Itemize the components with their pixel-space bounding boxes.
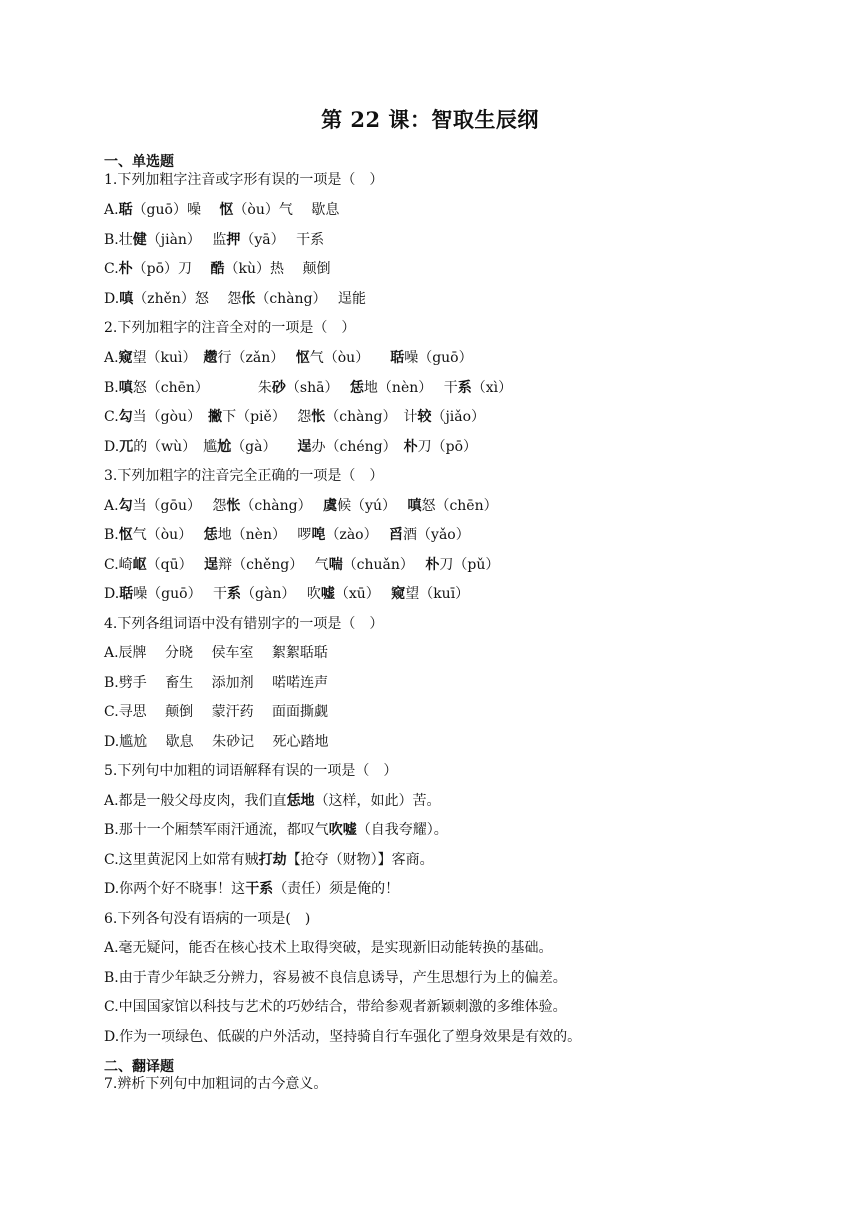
text-segment: A. (104, 498, 119, 514)
text-segment: 辩（chěng） 气 (218, 557, 329, 573)
answer-option (104, 643, 824, 663)
text-segment: D. (104, 586, 120, 602)
bold-term: 尬 (217, 439, 232, 455)
bold-term: 聒 (119, 586, 134, 602)
answer-option (104, 407, 824, 427)
answer-option (104, 879, 824, 899)
answer-option (104, 259, 824, 279)
text-segment: （这样，如此）苦。 (314, 793, 441, 809)
text-segment: B.劈手 畜生 添加剂 喏喏连声 (104, 675, 329, 691)
text-segment: 5.下列句中加粗的词语解释有误的一项是（ ） (104, 763, 398, 779)
text-segment: 怒（chēn） (421, 498, 498, 514)
answer-option (104, 997, 824, 1017)
text-segment: 刀（pǔ） (439, 557, 500, 573)
bold-term: 聒 (390, 350, 405, 366)
text-segment: （xū） (334, 586, 392, 602)
answer-option (104, 378, 824, 398)
text-segment: C.中国国家馆以科技与艺术的巧妙结合，带给参观者新颖刺激的多维体验。 (104, 999, 567, 1015)
text-segment: 气（òu） (132, 527, 204, 543)
text-segment: D. (104, 291, 120, 307)
text-segment: （gà） (231, 439, 298, 455)
bold-term: 嗔 (119, 291, 134, 307)
bold-term: 吹嘘 (328, 822, 357, 838)
bold-term: 舀 (389, 527, 404, 543)
bold-term: 嘘 (320, 586, 335, 602)
text-segment: （chàng） 逞能 (255, 291, 366, 307)
text-segment: 酒（yǎo） (403, 527, 470, 543)
text-segment: 噪（guō） (404, 350, 473, 366)
text-segment: （zhěn）怒 怨 (133, 291, 242, 307)
answer-option (104, 200, 824, 220)
text-segment: A.都是一般父母皮肉，我们直 (104, 793, 287, 809)
answer-option (104, 938, 824, 958)
bold-term: 朴 (118, 261, 133, 277)
text-segment: 候（yú） (337, 498, 408, 514)
text-segment: （chuǎn） (342, 557, 426, 573)
bold-term: 系 (457, 380, 472, 396)
bold-term: 恁 (349, 380, 364, 396)
answer-option (104, 820, 824, 840)
bold-term: 酷 (210, 261, 225, 277)
answer-option (104, 525, 824, 545)
section-heading (104, 152, 824, 172)
text-segment: （shā） (285, 380, 350, 396)
question-stem (104, 761, 824, 781)
text-segment: （pō）刀 (132, 261, 211, 277)
text-segment: 望（kuì） (132, 350, 204, 366)
bold-term: 朴 (425, 557, 440, 573)
question-stem (104, 170, 824, 190)
text-segment: A.毫无疑问，能否在核心技术上取得突破，是实现新旧动能转换的基础。 (104, 940, 553, 956)
text-segment: （yā） 干系 (240, 232, 325, 248)
text-segment: （责任）须是俺的！ (273, 881, 400, 897)
bold-term: 怅 (311, 409, 326, 425)
bold-term: 趱 (203, 350, 218, 366)
text-segment: 地（nèn） 啰 (217, 527, 312, 543)
text-segment: （chàng） (240, 498, 324, 514)
text-segment: C.寻思 颠倒 蒙汗药 面面撕觑 (104, 704, 329, 720)
bold-term: 逞 (204, 557, 219, 573)
text-segment: D.你两个好不晓事！这 (104, 881, 246, 897)
text-segment: 1.下列加粗字注音或字形有误的一项是（ ） (104, 172, 384, 188)
bold-term: 砂 (271, 380, 286, 396)
text-segment: 【抢夺（财物）】客商。 (286, 852, 434, 868)
text-segment: C.这里黄泥冈上如常有贼 (104, 852, 259, 868)
bold-term: 勾 (118, 409, 133, 425)
bold-term: 窥 (391, 586, 406, 602)
bold-term: 勾 (118, 498, 133, 514)
text-segment: D.作为一项绿色、低碳的户外活动，坚持骑自行车强化了塑身效果是有效的。 (104, 1029, 582, 1045)
bold-term: 怅 (226, 498, 241, 514)
text-segment: B.由于青少年缺乏分辨力，容易被不良信息诱导，产生思想行为上的偏差。 (104, 970, 567, 986)
bold-term: 逞 (297, 439, 312, 455)
text-segment: （jiǎo） (431, 409, 486, 425)
answer-option (104, 437, 824, 457)
text-segment: 3.下列加粗字的注音完全正确的一项是（ ） (104, 468, 384, 484)
text-segment: 6.下列各句没有语病的一项是( ) (104, 911, 311, 927)
answer-option (104, 732, 824, 752)
text-segment: 二、翻译题 (104, 1059, 174, 1075)
question-stem (104, 1074, 824, 1094)
answer-option (104, 702, 824, 722)
bold-term: 聒 (118, 202, 133, 218)
text-segment: C.崎 (104, 557, 133, 573)
bold-term: 喘 (328, 557, 343, 573)
text-segment: 当（gōu） 怨 (132, 498, 227, 514)
text-segment: （kù）热 颠倒 (224, 261, 331, 277)
text-segment: 望（kuī） (405, 586, 470, 602)
bold-term: 朴 (403, 439, 418, 455)
bold-term: 恁 (203, 527, 218, 543)
text-segment: （guō）噪 (132, 202, 220, 218)
bold-term: 嗔 (407, 498, 422, 514)
bold-term: 嗔 (118, 380, 133, 396)
text-segment: （自我夸耀）。 (356, 822, 448, 838)
text-segment: 办（chéng） (311, 439, 404, 455)
text-segment: A.辰牌 分晓 侯车室 絮絮聒聒 (104, 645, 328, 661)
document-title: 第 22 课：智取生辰纲 (321, 107, 539, 132)
answer-option (104, 555, 824, 575)
text-segment: 地（nèn） 干 (363, 380, 458, 396)
bold-term: 干系 (245, 881, 274, 897)
text-segment: 行（zǎn） (217, 350, 296, 366)
text-segment: 4.下列各组词语中没有错别字的一项是（ ） (104, 616, 384, 632)
text-segment: 噪（guō） 干 (133, 586, 228, 602)
bold-term: 系 (227, 586, 242, 602)
bold-term: 撇 (208, 409, 223, 425)
text-segment: D.尴尬 歇息 朱砂记 死心踏地 (104, 734, 329, 750)
answer-option (104, 496, 824, 516)
question-stem (104, 466, 824, 486)
text-segment: （xì） (471, 380, 513, 396)
text-segment: A. (104, 202, 119, 218)
bold-term: 押 (226, 232, 241, 248)
text-segment: A. (104, 350, 119, 366)
text-segment: 怒（chēn） 朱 (132, 380, 272, 396)
bold-term: 兀 (119, 439, 134, 455)
answer-option (104, 673, 824, 693)
text-segment: 7.辨析下列句中加粗词的古今意义。 (104, 1076, 328, 1092)
question-stem (104, 909, 824, 929)
text-segment: B. (104, 380, 119, 396)
answer-option (104, 348, 824, 368)
bold-term: 打劫 (258, 852, 287, 868)
answer-option (104, 230, 824, 250)
text-segment: （gàn） 吹 (241, 586, 321, 602)
text-segment: 刀（pō） (417, 439, 478, 455)
bold-term: 岖 (132, 557, 147, 573)
text-segment: D. (104, 439, 120, 455)
answer-option (104, 791, 824, 811)
text-segment: B.壮 (104, 232, 133, 248)
bold-term: 恁地 (286, 793, 315, 809)
text-segment: 一、单选题 (104, 154, 174, 170)
text-segment: 下（piě） 怨 (222, 409, 312, 425)
bold-term: 怄 (118, 527, 133, 543)
answer-option (104, 584, 824, 604)
text-segment: B. (104, 527, 119, 543)
bold-term: 唣 (311, 527, 326, 543)
bold-term: 怄 (219, 202, 234, 218)
bold-term: 伥 (241, 291, 256, 307)
text-segment: 的（wù） 尴 (133, 439, 218, 455)
text-segment: （òu）气 歇息 (233, 202, 340, 218)
text-segment: C. (104, 409, 119, 425)
text-segment: （jiàn） 监 (146, 232, 227, 248)
text-segment: 气（òu） (309, 350, 391, 366)
answer-option (104, 968, 824, 988)
text-segment: （qū） (146, 557, 205, 573)
bold-term: 怄 (295, 350, 310, 366)
text-segment: C. (104, 261, 119, 277)
question-stem (104, 318, 824, 338)
answer-option (104, 1027, 824, 1047)
answer-option (104, 850, 824, 870)
text-segment: 当（gòu） (132, 409, 209, 425)
text-segment: （zào） (325, 527, 390, 543)
bold-term: 健 (132, 232, 147, 248)
text-segment: （chàng） 计 (325, 409, 418, 425)
bold-term: 较 (417, 409, 432, 425)
text-segment: B.那十一个厢禁军雨汗通流，都叹气 (104, 822, 329, 838)
bold-term: 窥 (118, 350, 133, 366)
answer-option (104, 289, 824, 309)
text-segment: 2.下列加粗字的注音全对的一项是（ ） (104, 320, 356, 336)
question-stem (104, 614, 824, 634)
bold-term: 虞 (323, 498, 338, 514)
